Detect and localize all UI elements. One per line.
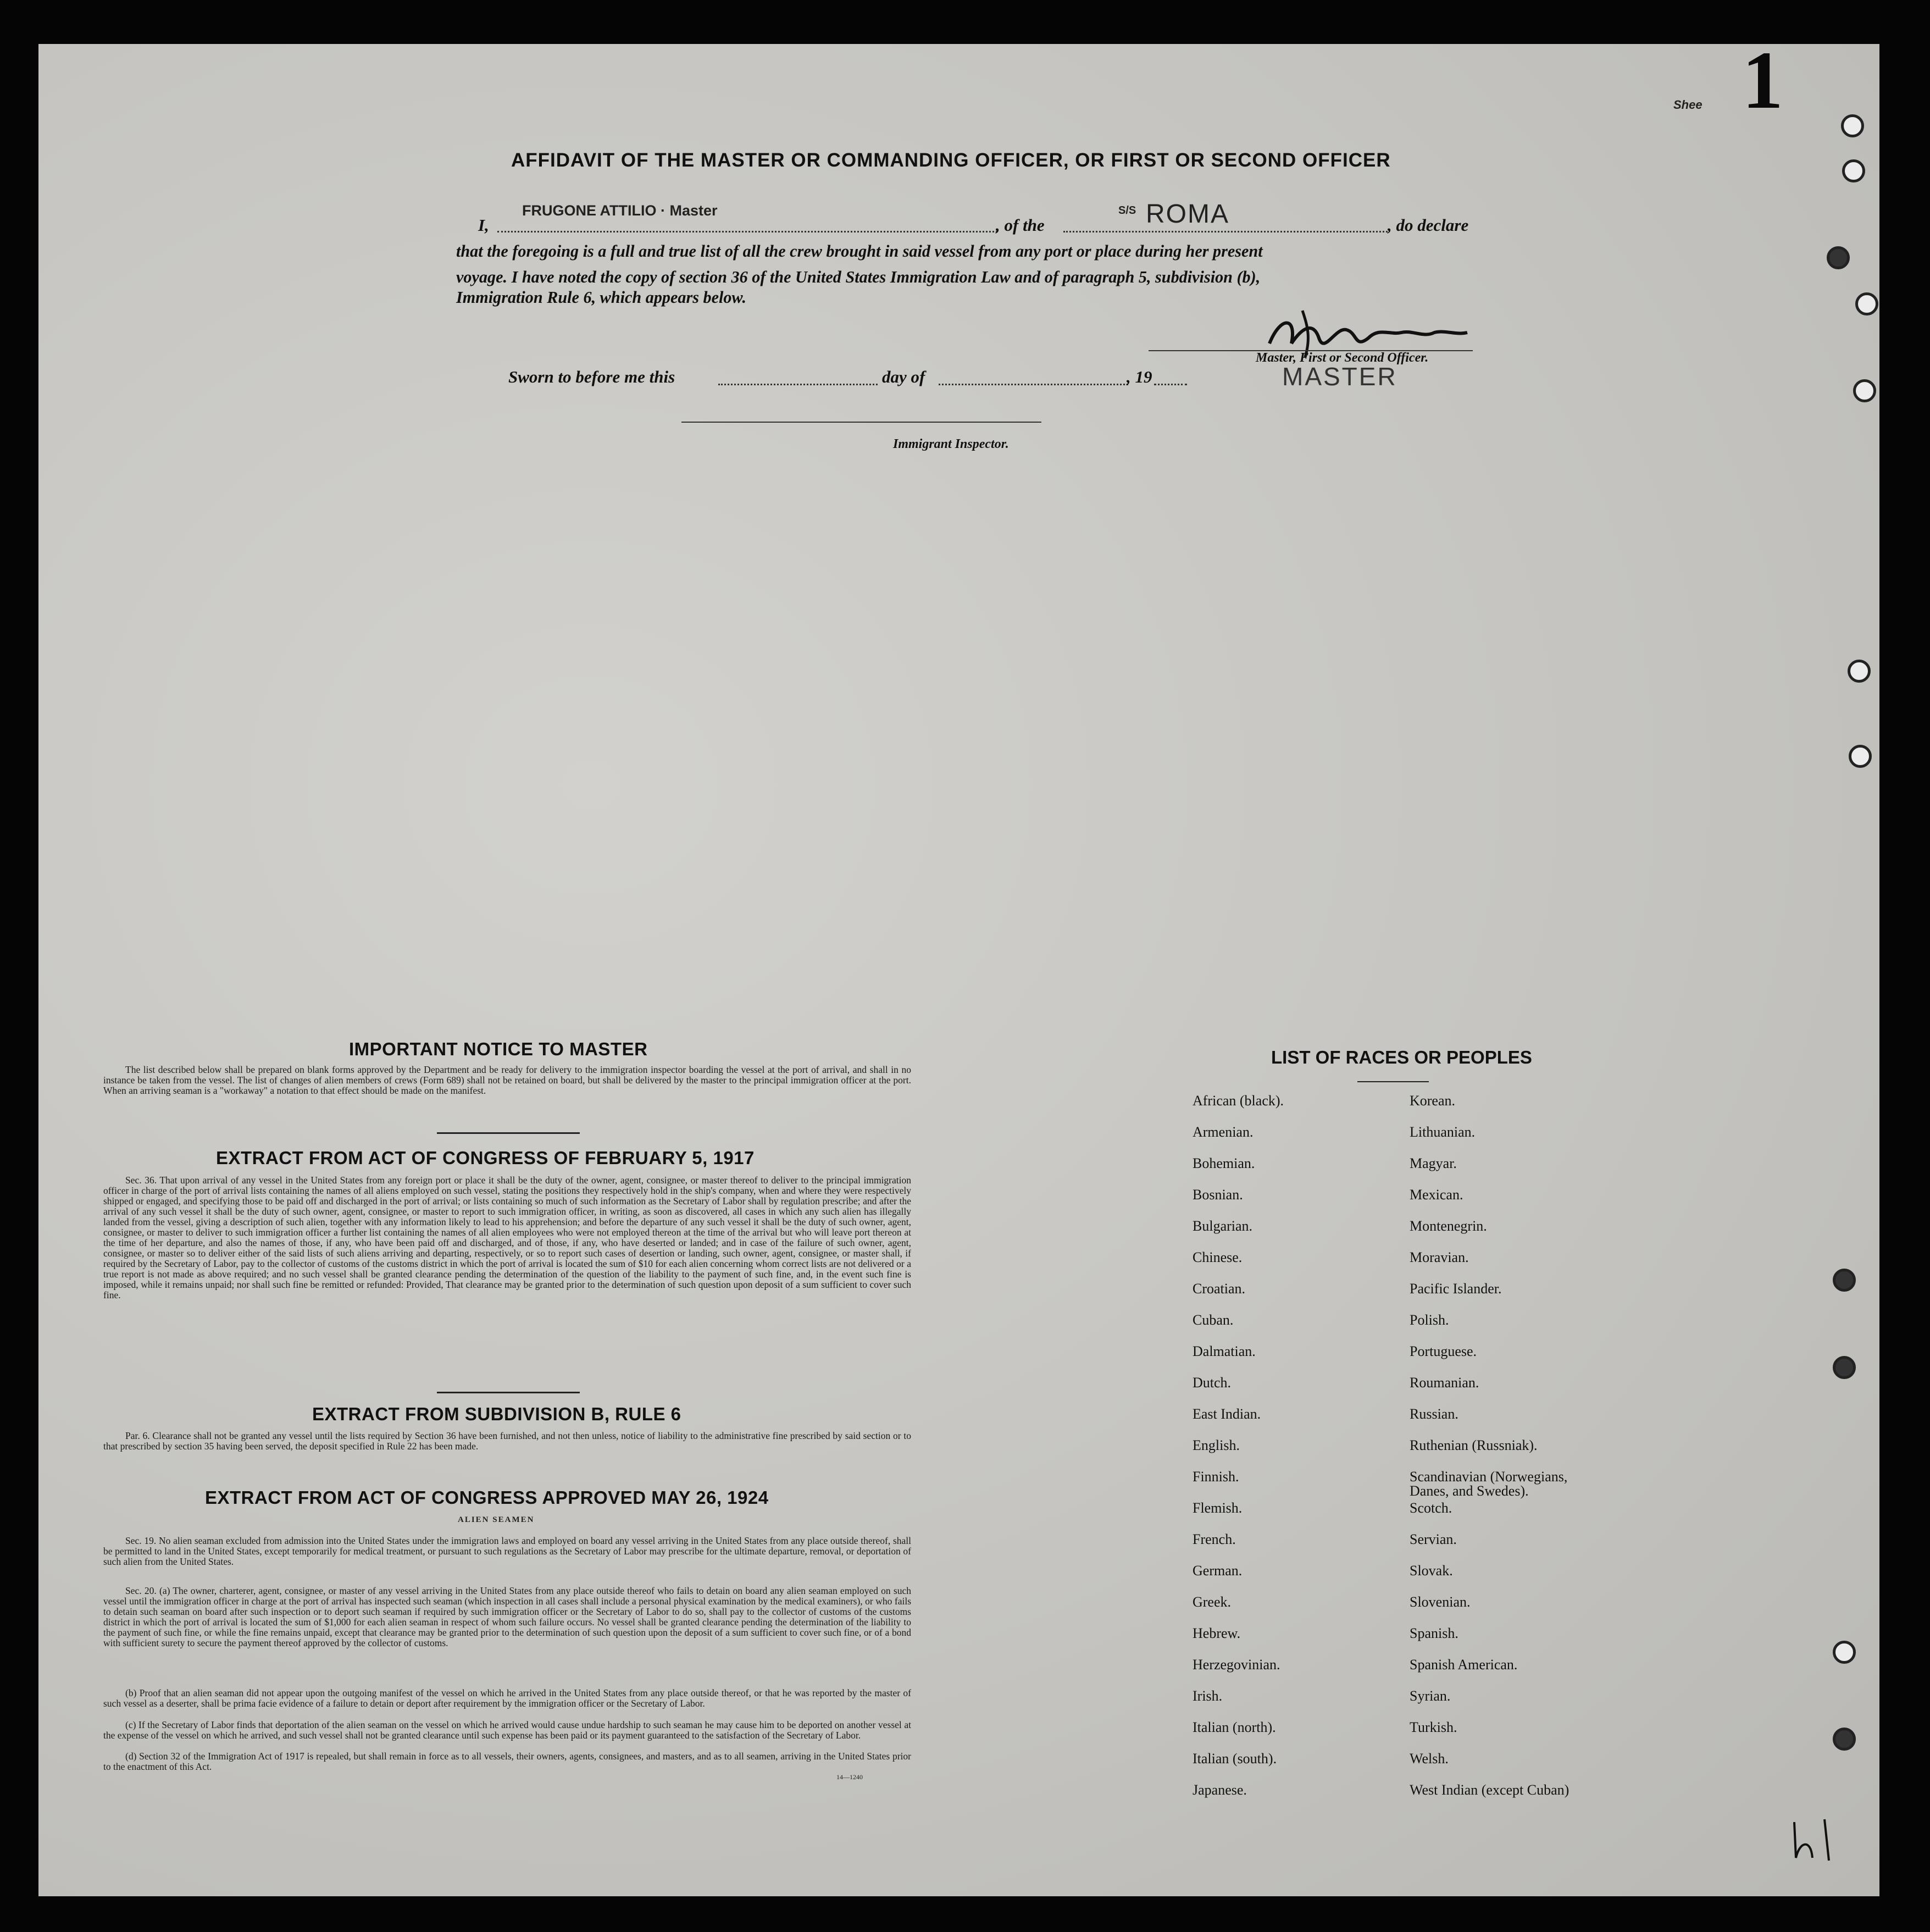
ship-name-line [1063, 231, 1388, 232]
sec-20d-body: (d) Section 32 of the Immigration Act of 1917 is repealed, but shall remain in force as to all vessels, their owners, agents, consignees, and masters, and as to all seamen, arriving in the United States prior to the enactment of this Act. [103, 1751, 911, 1772]
races-title: LIST OF RACES OR PEOPLES [1271, 1047, 1532, 1067]
race-item: Magyar. [1410, 1155, 1457, 1171]
affidavit-declare: , do declare [1388, 215, 1469, 235]
notice-body: The list described below shall be prepared on blank forms approved by the Department and be ready for delivery to the immigration inspector boarding the vessel at the port of arrival, and shall in no instance be taken from the vessel. The list of changes of alien members of crews (Form 689) shall not be retained on board, but shall be delivered by the master to the principal immigration officer at the port. When an arriving seaman is a "workaway" a notation to that effect should be made on the manifest. [103, 1064, 911, 1096]
sworn-month-line [939, 384, 1128, 385]
race-item: Bohemian. [1193, 1155, 1255, 1171]
affidavit-of-the: , of the [996, 215, 1045, 235]
race-item: Armenian. [1193, 1124, 1254, 1140]
race-item: French. [1193, 1531, 1236, 1547]
race-item: Portuguese. [1410, 1343, 1477, 1359]
extract-1917-title: EXTRACT FROM ACT OF CONGRESS OF FEBRUARY 5, 1917 [216, 1148, 755, 1168]
binder-hole [1855, 292, 1878, 315]
ship-prefix: S/S [1118, 204, 1136, 217]
race-item: Italian (north). [1193, 1719, 1276, 1735]
binder-hole [1853, 379, 1876, 402]
divider [437, 1132, 580, 1134]
master-name-line [497, 231, 997, 232]
races-list [1193, 1094, 1632, 1846]
notice-title: IMPORTANT NOTICE TO MASTER [349, 1039, 648, 1059]
rule-6-body: Par. 6. Clearance shall not be granted any vessel until the lists required by Section 36 have been furnished, and not then unless, notice of liability to the administrative fine prescribed by said section or to that prescribed by section 35 having been served, the deposit specified in Rule 22 has been made. [103, 1430, 911, 1452]
binder-hole [1849, 745, 1872, 768]
race-item: Moravian. [1410, 1249, 1469, 1265]
binder-hole [1841, 114, 1864, 137]
alien-seamen-subtitle: ALIEN SEAMEN [458, 1515, 535, 1524]
race-item: German. [1193, 1563, 1243, 1579]
race-item: Syrian. [1410, 1688, 1451, 1704]
binder-hole [1833, 1356, 1856, 1379]
divider [1357, 1081, 1429, 1082]
binder-hole [1833, 1641, 1856, 1664]
race-item: Italian (south). [1193, 1751, 1277, 1767]
binder-hole [1848, 660, 1871, 683]
affidavit-title: AFFIDAVIT OF THE MASTER OR COMMANDING OFFICER, OR FIRST OR SECOND OFFICER [511, 150, 1391, 171]
race-item: Hebrew. [1193, 1625, 1241, 1641]
inspector-line [681, 422, 1041, 423]
extract-1924-title: EXTRACT FROM ACT OF CONGRESS APPROVED MAY 26, 1924 [205, 1487, 769, 1508]
sworn-date-line [718, 384, 878, 385]
race-item: Scotch. [1410, 1500, 1452, 1516]
binder-hole [1827, 246, 1850, 269]
race-item: Spanish American. [1410, 1657, 1518, 1673]
race-item: Turkish. [1410, 1719, 1457, 1735]
race-item: Chinese. [1193, 1249, 1243, 1265]
corner-number: 1 [1742, 35, 1783, 126]
race-item: Cuban. [1193, 1312, 1234, 1328]
sworn-day: day of [882, 367, 925, 386]
race-item: Greek. [1193, 1594, 1232, 1610]
race-item: Pacific Islander. [1410, 1281, 1502, 1297]
form-number: 14—1240 [836, 1773, 863, 1781]
signer-caption: Master, First or Second Officer. [1256, 351, 1429, 365]
binder-hole [1833, 1728, 1856, 1751]
sworn-year: , 19 [1127, 367, 1152, 386]
sec-19-body: Sec. 19. No alien seaman excluded from admission into the United States under the immigration laws and employed on board any vessel arriving in the United States from any place outside thereof, shall be permitted to land in the United States, except temporarily for medical treatment, or pursuant to such regulations as the Secretary of Labor may prescribe for the ultimate departure, removal, or deportation of such alien from the United States. [103, 1535, 911, 1567]
race-item: English. [1193, 1437, 1240, 1453]
affidavit-line-4: Immigration Rule 6, which appears below. [456, 288, 747, 307]
divider [437, 1392, 580, 1393]
master-stamp: MASTER [1282, 362, 1397, 391]
race-item: Flemish. [1193, 1500, 1243, 1516]
rule-6-title: EXTRACT FROM SUBDIVISION B, RULE 6 [312, 1404, 681, 1424]
race-item: East Indian. [1193, 1406, 1261, 1422]
inspector-caption: Immigrant Inspector. [893, 437, 1009, 451]
race-item: Spanish. [1410, 1625, 1458, 1641]
race-item: Polish. [1410, 1312, 1449, 1328]
ship-name: ROMA [1146, 200, 1229, 229]
race-item: Korean. [1410, 1093, 1456, 1109]
race-item: Servian. [1410, 1531, 1457, 1547]
sworn-prefix: Sworn to before me this [508, 367, 675, 386]
race-item: Japanese. [1193, 1782, 1247, 1798]
race-item: Lithuanian. [1410, 1124, 1476, 1140]
race-item: Scandinavian (Norwegians, Danes, and Swedes). [1410, 1469, 1568, 1499]
race-item [1410, 1814, 1632, 1846]
race-item: Irish. [1193, 1688, 1223, 1704]
race-item: West Indian (except Cuban) [1410, 1782, 1569, 1798]
binder-hole [1842, 159, 1865, 182]
race-item: Mexican. [1410, 1187, 1463, 1203]
race-item: Finnish. [1193, 1469, 1239, 1485]
race-item: Roumanian. [1410, 1375, 1479, 1391]
race-item: Slovak. [1410, 1563, 1453, 1579]
binder-hole [1833, 1269, 1856, 1292]
race-item: Welsh. [1410, 1751, 1449, 1767]
affidavit-line-3: voyage. I have noted the copy of section 36 of the United States Immigration Law and of paragraph 5, subdivision (b), [456, 268, 1261, 286]
race-item: Montenegrin. [1410, 1218, 1487, 1234]
race-item: Croatian. [1193, 1281, 1246, 1297]
sec-20b-body: (b) Proof that an alien seaman did not appear upon the outgoing manifest of the vessel on which he arrived in the United States from any place outside thereof, or that he was reported by the master of such vessel as a deserter, shall be prima facie evidence of a failure to detain or deport after requirement by the immigration officer or the Secretary of Labor. [103, 1687, 911, 1709]
race-item: Herzegovinian. [1193, 1657, 1280, 1673]
race-item: Russian. [1410, 1406, 1458, 1422]
affidavit-i: I, [478, 215, 489, 235]
handwritten-mark [1786, 1817, 1835, 1866]
master-name: FRUGONE ATTILIO · Master [522, 202, 718, 219]
sec-20a-body: Sec. 20. (a) The owner, charterer, agent, consignee, or master of any vessel arriving in the United States from any place outside thereof who fails to detain on board any alien seaman employed on such vessel until the immigration officer in charge at the port of arrival has inspected such seaman (which inspection in all cases shall include a personal physical examination by the medical examiners), or who fails to detain such seaman on board after such inspection or to deport such seaman if required by such immigration officer or the Secretary of Labor to do so, shall pay to the collector of customs of the customs district in which the port of arrival is located the sum of $1,000 for each alien seaman in respect of whom such failure occurs. No vessel shall be granted clearance pending the determination of the liability to the payment of such fine, or while the fine remains unpaid, except that clearance may be granted prior to the determination of such question upon the deposit of a sum sufficient to cover such fine, or of a bond with sufficient surety to secure the payment thereof approved by the collector of customs. [103, 1585, 911, 1648]
race-item: Ruthenian (Russniak). [1410, 1437, 1538, 1453]
sworn-year-line [1154, 384, 1187, 385]
race-item [1193, 1814, 1410, 1846]
race-item: Slovenian. [1410, 1594, 1471, 1610]
sec-20c-body: (c) If the Secretary of Labor finds that deportation of the alien seaman on the vessel on which he arrived would cause undue hardship to such seaman he may cause him to be deported on another vessel at the expense of the vessel on which he arrived, and such vessel shall not be granted clearance until such expense has been paid or its payment guaranteed to the satisfaction of the Secretary of Labor. [103, 1719, 911, 1741]
race-item: Bosnian. [1193, 1187, 1243, 1203]
extract-1917-body: Sec. 36. That upon arrival of any vessel in the United States from any foreign port or place it shall be the duty of the owner, agent, consignee, or master thereof to deliver to the principal immigration officer in charge of the port of arrival lists containing the names of all aliens employed on such vessel, stating the positions they respectively hold in the ship's company, when and where they were respectively shipped or engaged, and specifying those to be paid off and discharged in the port of arrival; or lists containing so much of such information as the Secretary of Labor shall by regulation prescribe; and after the arrival of any such vessel it shall be the duty of such owner, agent, consignee, or master to report to such immigration officer, in writing, as soon as discovered, all cases in which any such alien has illegally landed from the vessel, giving a description of such alien, together with any information likely to lead to his apprehension; and before the departure of any such vessel it shall be the duty of such owner, agent, consignee, or master to deliver to such immigration officer a further list containing the names of all alien employees who were not employed thereon at the time of the arrival but who will leave port thereon at the time of her departure, and also the names of those, if any, who have been paid off and discharged, and of those, if any, who have deserted or landed; and in case of the failure of such owner, agent, consignee, or master so to deliver either of the said lists of such aliens arriving and departing, respectively, or so to report such cases of desertion or landing, such owner, agent, consignee, or master shall, if required by the Secretary of Labor, pay to the collector of customs of the customs district in which the port of arrival is located the sum of $10 for each alien concerning whom correct lists are not delivered or a true report is not made as above required; and no such vessel shall be granted clearance pending the determination of the question of the liability to the payment of such fine, and, in the event such fine is imposed, while it remains unpaid; nor shall such fine be remitted or refunded: Provided, That clearance may be granted prior to the determination of such question upon deposit of a sum sufficient to cover such fine. [103, 1175, 911, 1300]
race-item: African (black). [1193, 1093, 1284, 1109]
sheet-label: Shee [1673, 98, 1702, 112]
race-item: Dutch. [1193, 1375, 1232, 1391]
race-item: Bulgarian. [1193, 1218, 1253, 1234]
race-item: Dalmatian. [1193, 1343, 1256, 1359]
affidavit-line-2: that the foregoing is a full and true list of all the crew brought in said vessel from any port or place during her present [456, 242, 1263, 261]
